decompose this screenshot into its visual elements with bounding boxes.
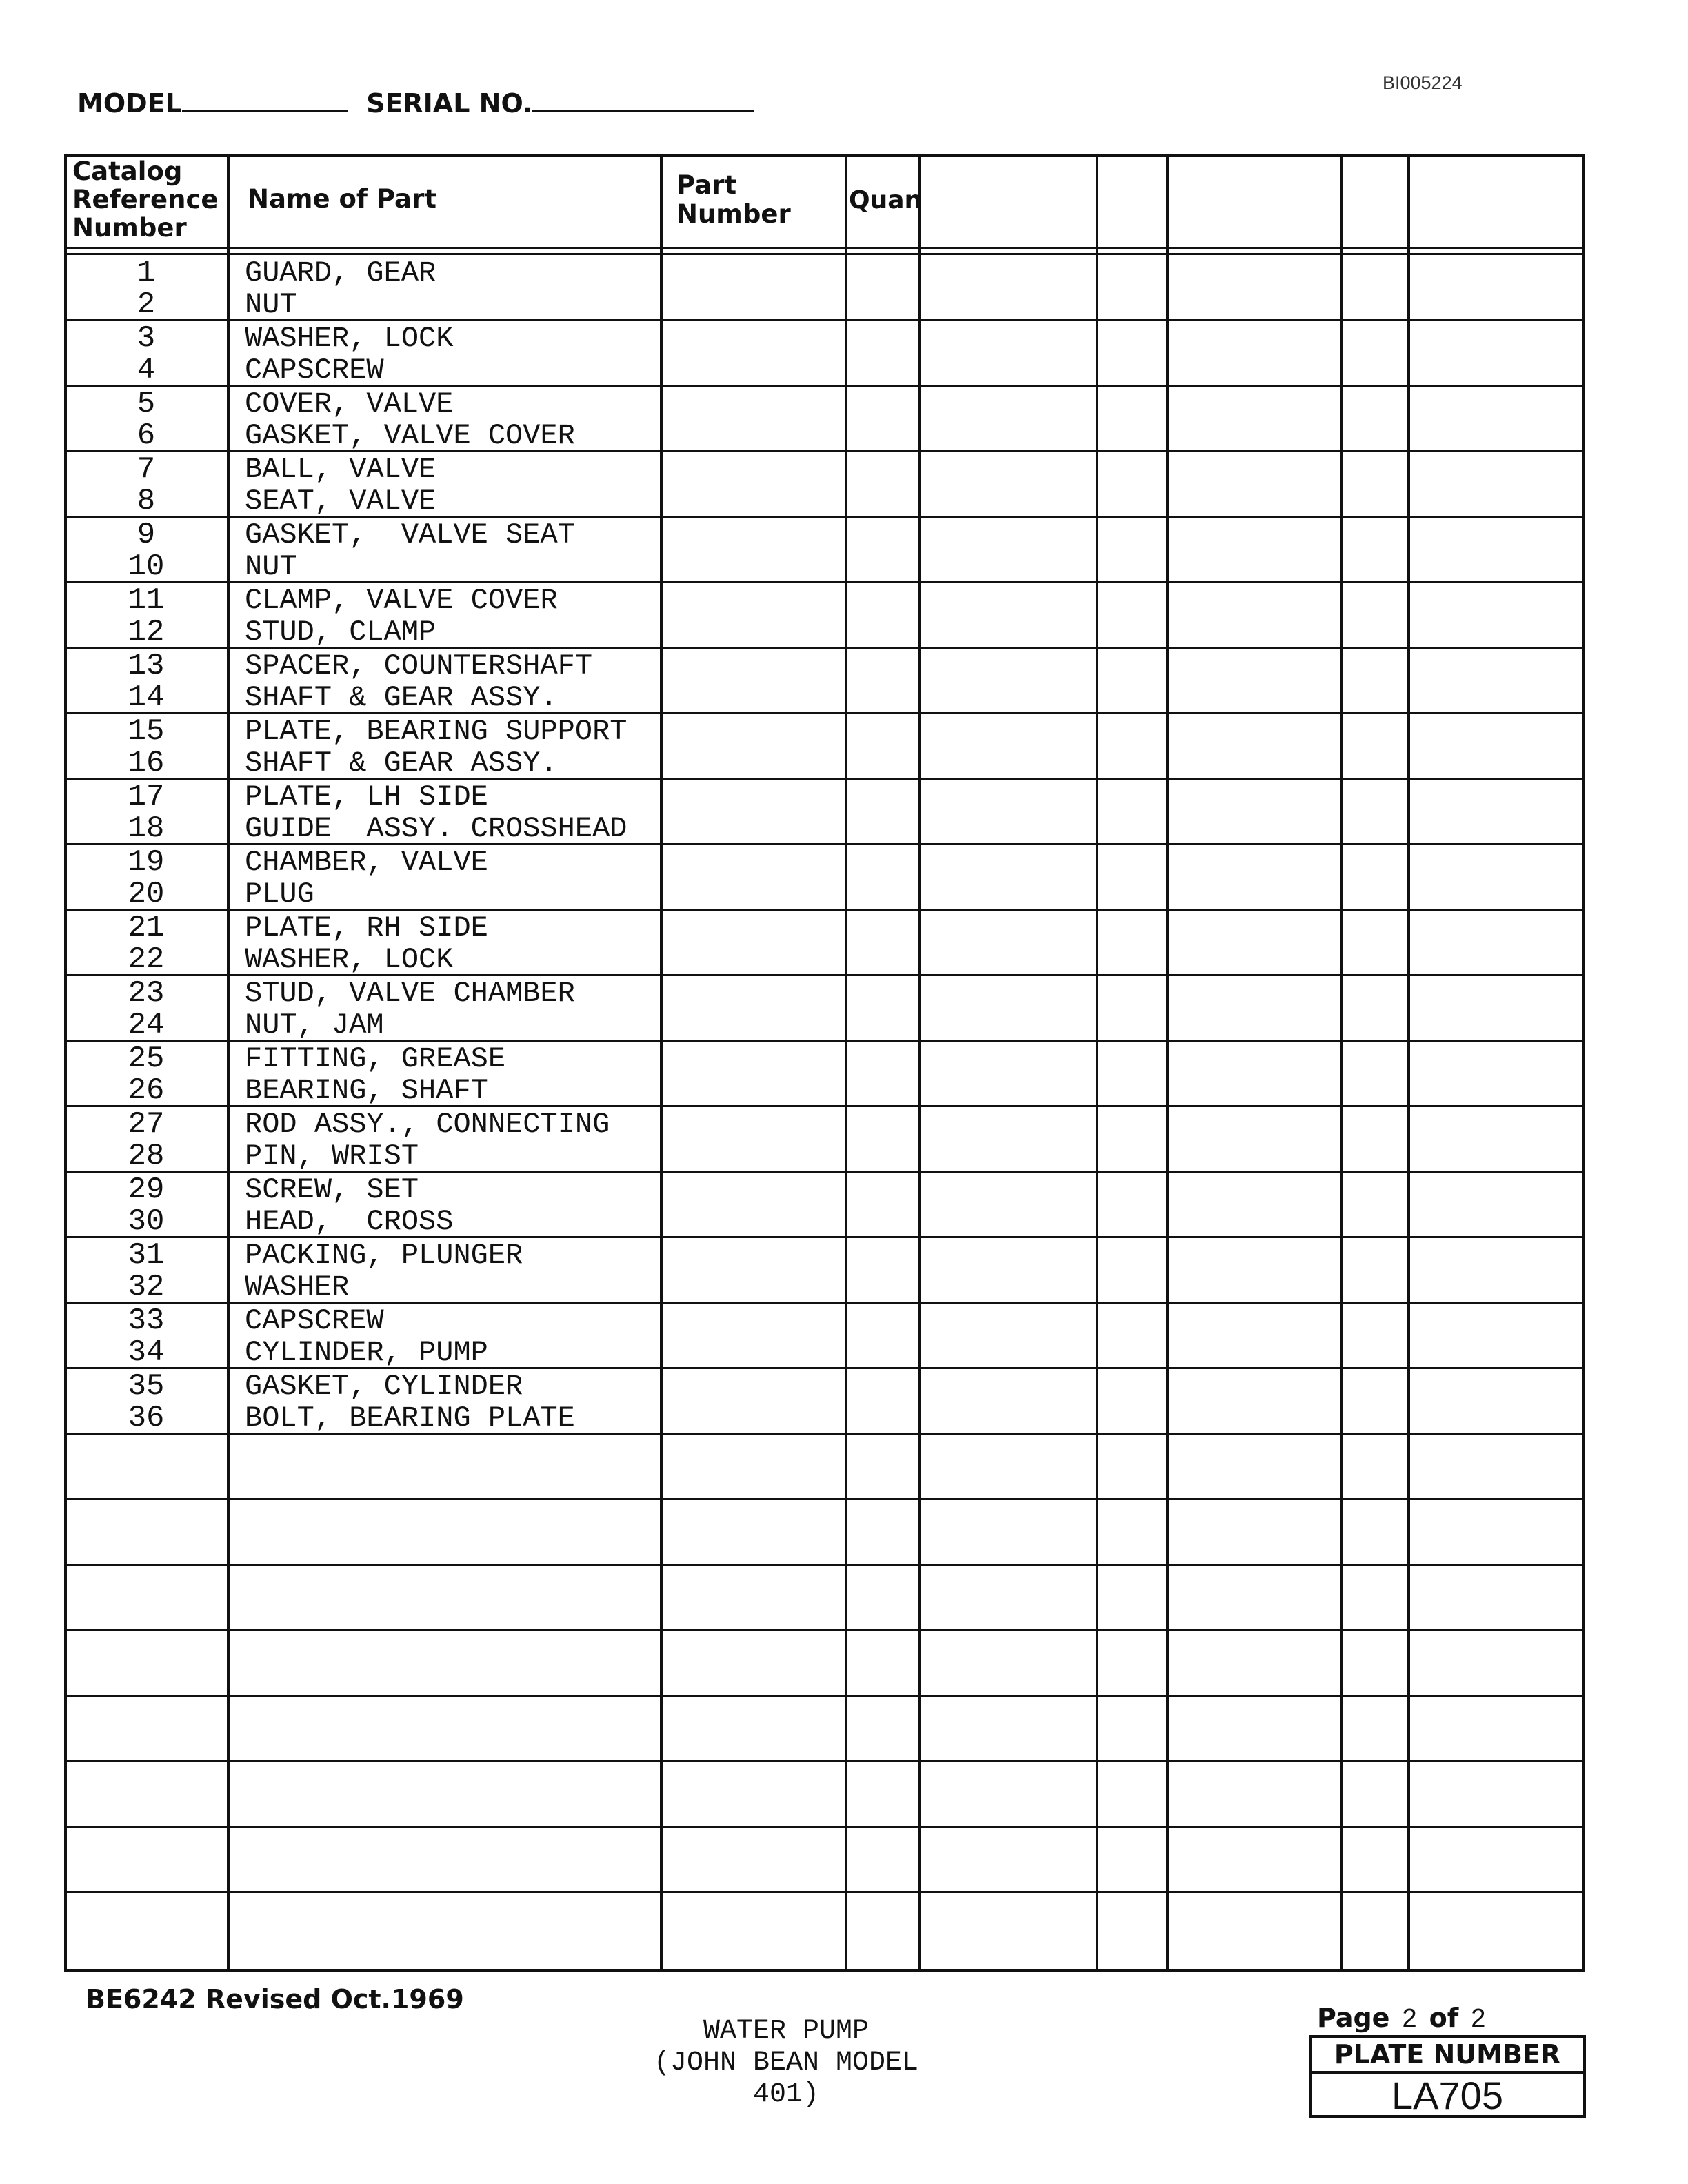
part-name: WASHER, LOCK bbox=[245, 322, 454, 355]
part-name: HEAD, CROSS bbox=[245, 1205, 454, 1238]
page-label: Page bbox=[1317, 2003, 1390, 2033]
row-divider bbox=[67, 1171, 1582, 1173]
row-divider bbox=[67, 974, 1582, 976]
name-header: Name of Part bbox=[248, 184, 436, 214]
part-name: STUD, VALVE CHAMBER bbox=[245, 977, 575, 1010]
catalog-number: 3 bbox=[137, 321, 156, 356]
row-divider bbox=[67, 1629, 1582, 1631]
column-divider bbox=[845, 157, 847, 1969]
catalog-number: 11 bbox=[128, 583, 165, 618]
column-divider bbox=[918, 157, 921, 1969]
row-divider bbox=[67, 1760, 1582, 1762]
column-divider bbox=[227, 157, 230, 1969]
catalog-number: 29 bbox=[128, 1173, 165, 1207]
row-divider bbox=[67, 581, 1582, 583]
column-divider bbox=[1340, 157, 1343, 1969]
row-divider bbox=[67, 909, 1582, 911]
parts-table bbox=[64, 154, 1585, 1972]
part-name: PLATE, RH SIDE bbox=[245, 911, 488, 944]
catalog-number: 1 bbox=[137, 256, 156, 290]
title-line-2: (JOHN BEAN MODEL 401) bbox=[653, 2048, 919, 2110]
row-divider bbox=[67, 1433, 1582, 1435]
catalog-number: 33 bbox=[128, 1304, 165, 1338]
row-divider bbox=[67, 843, 1582, 845]
catalog-number: 16 bbox=[128, 746, 165, 780]
row-divider bbox=[67, 450, 1582, 452]
quantity-header: Quan bbox=[849, 186, 923, 214]
part-name: PACKING, PLUNGER bbox=[245, 1239, 523, 1272]
part-name: SCREW, SET bbox=[245, 1173, 419, 1206]
part-name: BEARING, SHAFT bbox=[245, 1074, 488, 1107]
catalog-number: 30 bbox=[128, 1204, 165, 1239]
row-divider bbox=[67, 1564, 1582, 1566]
part-name: CHAMBER, VALVE bbox=[245, 846, 488, 879]
catalog-number: 21 bbox=[128, 911, 165, 945]
part-name: SHAFT & GEAR ASSY. bbox=[245, 681, 558, 714]
catalog-number: 34 bbox=[128, 1335, 165, 1370]
plate-number-value: LA705 bbox=[1391, 2074, 1503, 2117]
part-name: WASHER bbox=[245, 1271, 350, 1304]
serial-field[interactable] bbox=[532, 89, 754, 112]
row-divider bbox=[67, 1826, 1582, 1828]
part-name: GASKET, VALVE COVER bbox=[245, 419, 575, 452]
catalog-number: 12 bbox=[128, 615, 165, 649]
catalog-number: 18 bbox=[128, 811, 165, 846]
part-name: SHAFT & GEAR ASSY. bbox=[245, 747, 558, 780]
row-divider bbox=[67, 1105, 1582, 1107]
revision-note: BE6242 Revised Oct.1969 bbox=[86, 1984, 464, 2014]
column-divider bbox=[1096, 157, 1098, 1969]
document-id: BI005224 bbox=[1383, 72, 1463, 93]
part-name: GUARD, GEAR bbox=[245, 256, 436, 290]
part-name: BALL, VALVE bbox=[245, 453, 436, 486]
catalog-number: 15 bbox=[128, 714, 165, 749]
row-divider bbox=[67, 778, 1582, 780]
plate-number-label: PLATE NUMBER bbox=[1312, 2038, 1583, 2074]
part-name: PLUG bbox=[245, 878, 314, 911]
row-divider bbox=[67, 712, 1582, 714]
part-name: NUT, JAM bbox=[245, 1009, 384, 1042]
row-divider bbox=[67, 1695, 1582, 1697]
catalog-number: 27 bbox=[128, 1107, 165, 1142]
row-divider bbox=[67, 1498, 1582, 1500]
catalog-number: 19 bbox=[128, 845, 165, 880]
catalog-number: 31 bbox=[128, 1238, 165, 1273]
title-line-1: WATER PUMP bbox=[703, 2016, 870, 2047]
catalog-number: 8 bbox=[137, 484, 156, 518]
page-total: 2 bbox=[1471, 2004, 1486, 2033]
part-number-header: Part Number bbox=[676, 170, 791, 229]
catalog-number: 17 bbox=[128, 780, 165, 814]
page-indicator bbox=[1317, 2003, 1498, 2034]
page-of-label: of bbox=[1429, 2003, 1459, 2033]
column-divider bbox=[1407, 157, 1410, 1969]
part-name: BOLT, BEARING PLATE bbox=[245, 1402, 575, 1435]
header-separator bbox=[67, 247, 1582, 255]
part-name: ROD ASSY., CONNECTING bbox=[245, 1108, 610, 1141]
catalog-number: 10 bbox=[128, 549, 165, 584]
catalog-number: 35 bbox=[128, 1369, 165, 1404]
row-divider bbox=[67, 319, 1582, 321]
part-name: SEAT, VALVE bbox=[245, 485, 436, 518]
catalog-number: 6 bbox=[137, 418, 156, 453]
part-name: FITTING, GREASE bbox=[245, 1042, 506, 1075]
catalog-number: 26 bbox=[128, 1073, 165, 1108]
catalog-number: 28 bbox=[128, 1139, 165, 1173]
part-name: CLAMP, VALVE COVER bbox=[245, 584, 558, 617]
row-divider bbox=[67, 1236, 1582, 1238]
part-name: GASKET, CYLINDER bbox=[245, 1370, 523, 1403]
catalog-number: 25 bbox=[128, 1042, 165, 1076]
plate-number-box bbox=[1309, 2035, 1586, 2118]
model-label: MODEL bbox=[77, 88, 182, 119]
catalog-number: 36 bbox=[128, 1401, 165, 1435]
catalog-number: 13 bbox=[128, 649, 165, 683]
catalog-number: 23 bbox=[128, 976, 165, 1011]
serial-label: SERIAL NO. bbox=[366, 88, 533, 119]
row-divider bbox=[67, 1302, 1582, 1304]
page-current: 2 bbox=[1402, 2004, 1417, 2033]
part-name: CAPSCREW bbox=[245, 354, 384, 387]
row-divider bbox=[67, 1891, 1582, 1893]
catalog-number: 20 bbox=[128, 877, 165, 911]
catalog-number: 7 bbox=[137, 452, 156, 487]
catalog-number: 4 bbox=[137, 353, 156, 387]
model-serial-line bbox=[77, 88, 754, 119]
catalog-number: 5 bbox=[137, 387, 156, 421]
catalog-number: 9 bbox=[137, 518, 156, 552]
part-name: GASKET, VALVE SEAT bbox=[245, 518, 575, 552]
row-divider bbox=[67, 1040, 1582, 1042]
part-name: COVER, VALVE bbox=[245, 387, 454, 421]
part-name: WASHER, LOCK bbox=[245, 943, 454, 976]
row-divider bbox=[67, 516, 1582, 518]
row-divider bbox=[67, 1367, 1582, 1369]
part-name: GUIDE ASSY. CROSSHEAD bbox=[245, 812, 627, 845]
column-divider bbox=[660, 157, 663, 1969]
part-name: NUT bbox=[245, 288, 297, 321]
model-field[interactable] bbox=[182, 89, 348, 112]
part-name: STUD, CLAMP bbox=[245, 616, 436, 649]
document-title bbox=[621, 2016, 952, 2111]
catalog-number: 32 bbox=[128, 1270, 165, 1304]
part-name: PLATE, BEARING SUPPORT bbox=[245, 715, 627, 748]
row-divider bbox=[67, 647, 1582, 649]
part-name: CYLINDER, PUMP bbox=[245, 1336, 488, 1369]
part-name: PIN, WRIST bbox=[245, 1140, 419, 1173]
catalog-header: Catalog Reference Number bbox=[72, 156, 219, 243]
catalog-number: 14 bbox=[128, 680, 165, 715]
part-name: PLATE, LH SIDE bbox=[245, 780, 488, 813]
catalog-number: 24 bbox=[128, 1008, 165, 1042]
part-name: NUT bbox=[245, 550, 297, 583]
catalog-number: 22 bbox=[128, 942, 165, 977]
part-name: CAPSCREW bbox=[245, 1304, 384, 1337]
row-divider bbox=[67, 385, 1582, 387]
part-name: SPACER, COUNTERSHAFT bbox=[245, 649, 593, 682]
column-divider bbox=[1166, 157, 1169, 1969]
catalog-number: 2 bbox=[137, 287, 156, 322]
